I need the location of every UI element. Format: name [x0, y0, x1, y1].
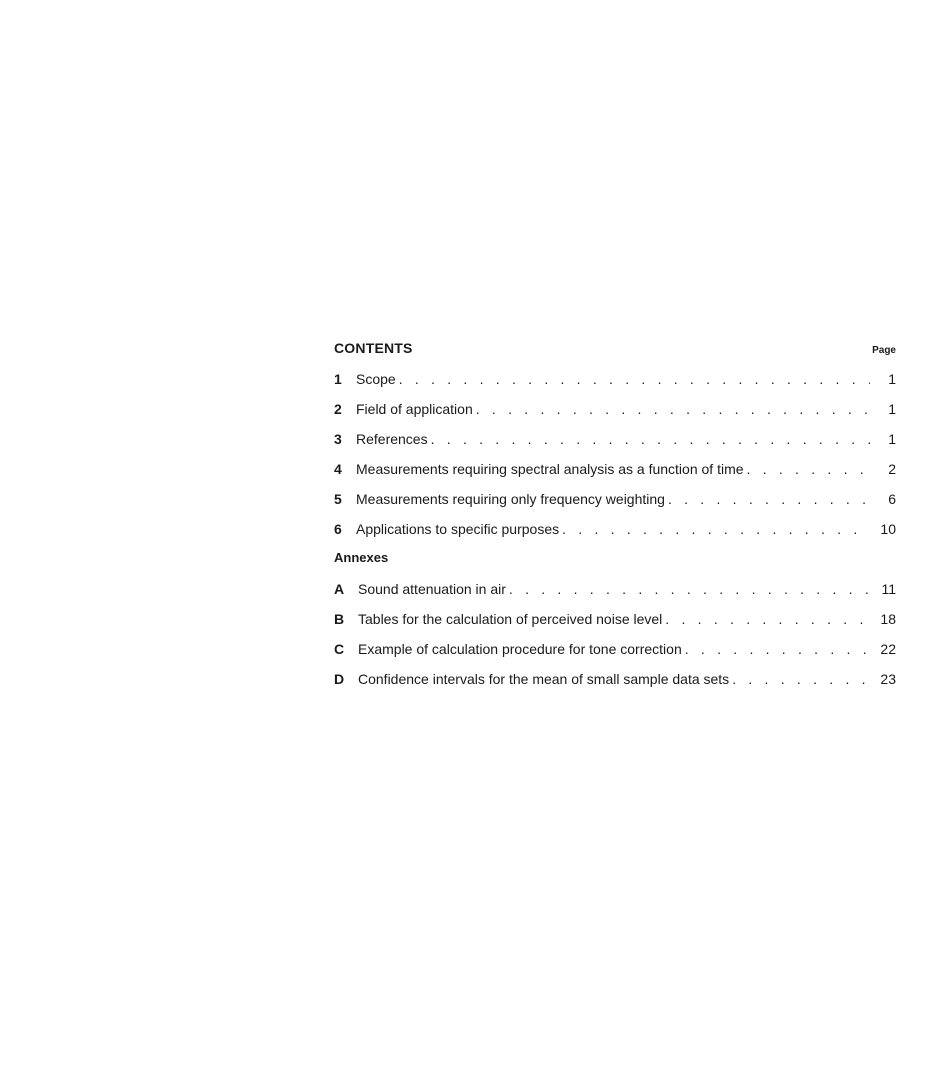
- toc-annex-title: Tables for the calculation of perceived noise level: [358, 611, 663, 627]
- toc-entry-number: 6: [334, 521, 342, 537]
- toc-entry[interactable]: [334, 520, 896, 550]
- toc-annex-entry[interactable]: [334, 610, 896, 640]
- toc-annex-entry[interactable]: [334, 670, 896, 700]
- toc-annex-title: Confidence intervals for the mean of small sample data sets: [358, 671, 730, 687]
- toc-entry-title: Field of application: [356, 401, 473, 417]
- toc-page-column-label: Page: [872, 345, 896, 356]
- toc-dot-leader: [506, 580, 870, 598]
- toc-entry[interactable]: [334, 490, 896, 520]
- toc-annex-page: 22: [880, 641, 896, 657]
- toc-dot-leader: [744, 460, 870, 478]
- toc-entry-title: Measurements requiring spectral analysis as a function of time: [356, 461, 744, 477]
- toc-entry-page: 1: [888, 371, 896, 387]
- toc-entry-title: References: [356, 431, 428, 447]
- toc-entry[interactable]: [334, 430, 896, 460]
- toc-entry-number: 4: [334, 461, 342, 477]
- toc-dot-leader: [665, 490, 870, 508]
- toc-dot-leader: [729, 670, 870, 688]
- toc-entry-number: 5: [334, 491, 342, 507]
- toc-entry-title: Applications to specific purposes: [356, 521, 560, 537]
- toc-entry-title: Measurements requiring only frequency weighting: [356, 491, 665, 507]
- toc-dot-leader: [428, 430, 870, 448]
- toc-entry-page: 1: [888, 401, 896, 417]
- toc-annex-page: 11: [881, 581, 896, 597]
- toc-entry-page: 2: [888, 461, 896, 477]
- toc-annex-page: 23: [880, 671, 896, 687]
- toc-annex-title: Example of calculation procedure for tone correction: [358, 641, 682, 657]
- toc-entry-page: 10: [880, 521, 896, 537]
- table-of-contents: [334, 340, 896, 700]
- toc-annex-entry[interactable]: [334, 640, 896, 670]
- toc-header: [334, 340, 896, 370]
- toc-entry-title: Scope: [356, 371, 396, 387]
- toc-annex-letter: B: [334, 611, 345, 627]
- toc-entry-number: 1: [334, 371, 342, 387]
- toc-entry-number: 2: [334, 401, 342, 417]
- toc-entry-page: 1: [888, 431, 896, 447]
- toc-dot-leader: [473, 400, 870, 418]
- toc-annex-title: Sound attenuation in air: [358, 581, 506, 597]
- toc-entry-number: 3: [334, 431, 342, 447]
- toc-dot-leader: [682, 640, 870, 658]
- toc-annex-entry[interactable]: [334, 580, 896, 610]
- toc-title: CONTENTS: [334, 340, 413, 356]
- toc-entry[interactable]: [334, 460, 896, 490]
- toc-annex-letter: A: [334, 581, 345, 597]
- toc-annex-letter: C: [334, 641, 345, 657]
- toc-annex-page: 18: [880, 611, 896, 627]
- toc-dot-leader: [559, 520, 870, 538]
- toc-dot-leader: [662, 610, 870, 628]
- toc-entry[interactable]: [334, 370, 896, 400]
- toc-dot-leader: [396, 370, 870, 388]
- annexes-heading: Annexes: [334, 550, 389, 565]
- toc-entry[interactable]: [334, 400, 896, 430]
- toc-entry-page: 6: [888, 491, 896, 507]
- toc-annex-letter: D: [334, 671, 345, 687]
